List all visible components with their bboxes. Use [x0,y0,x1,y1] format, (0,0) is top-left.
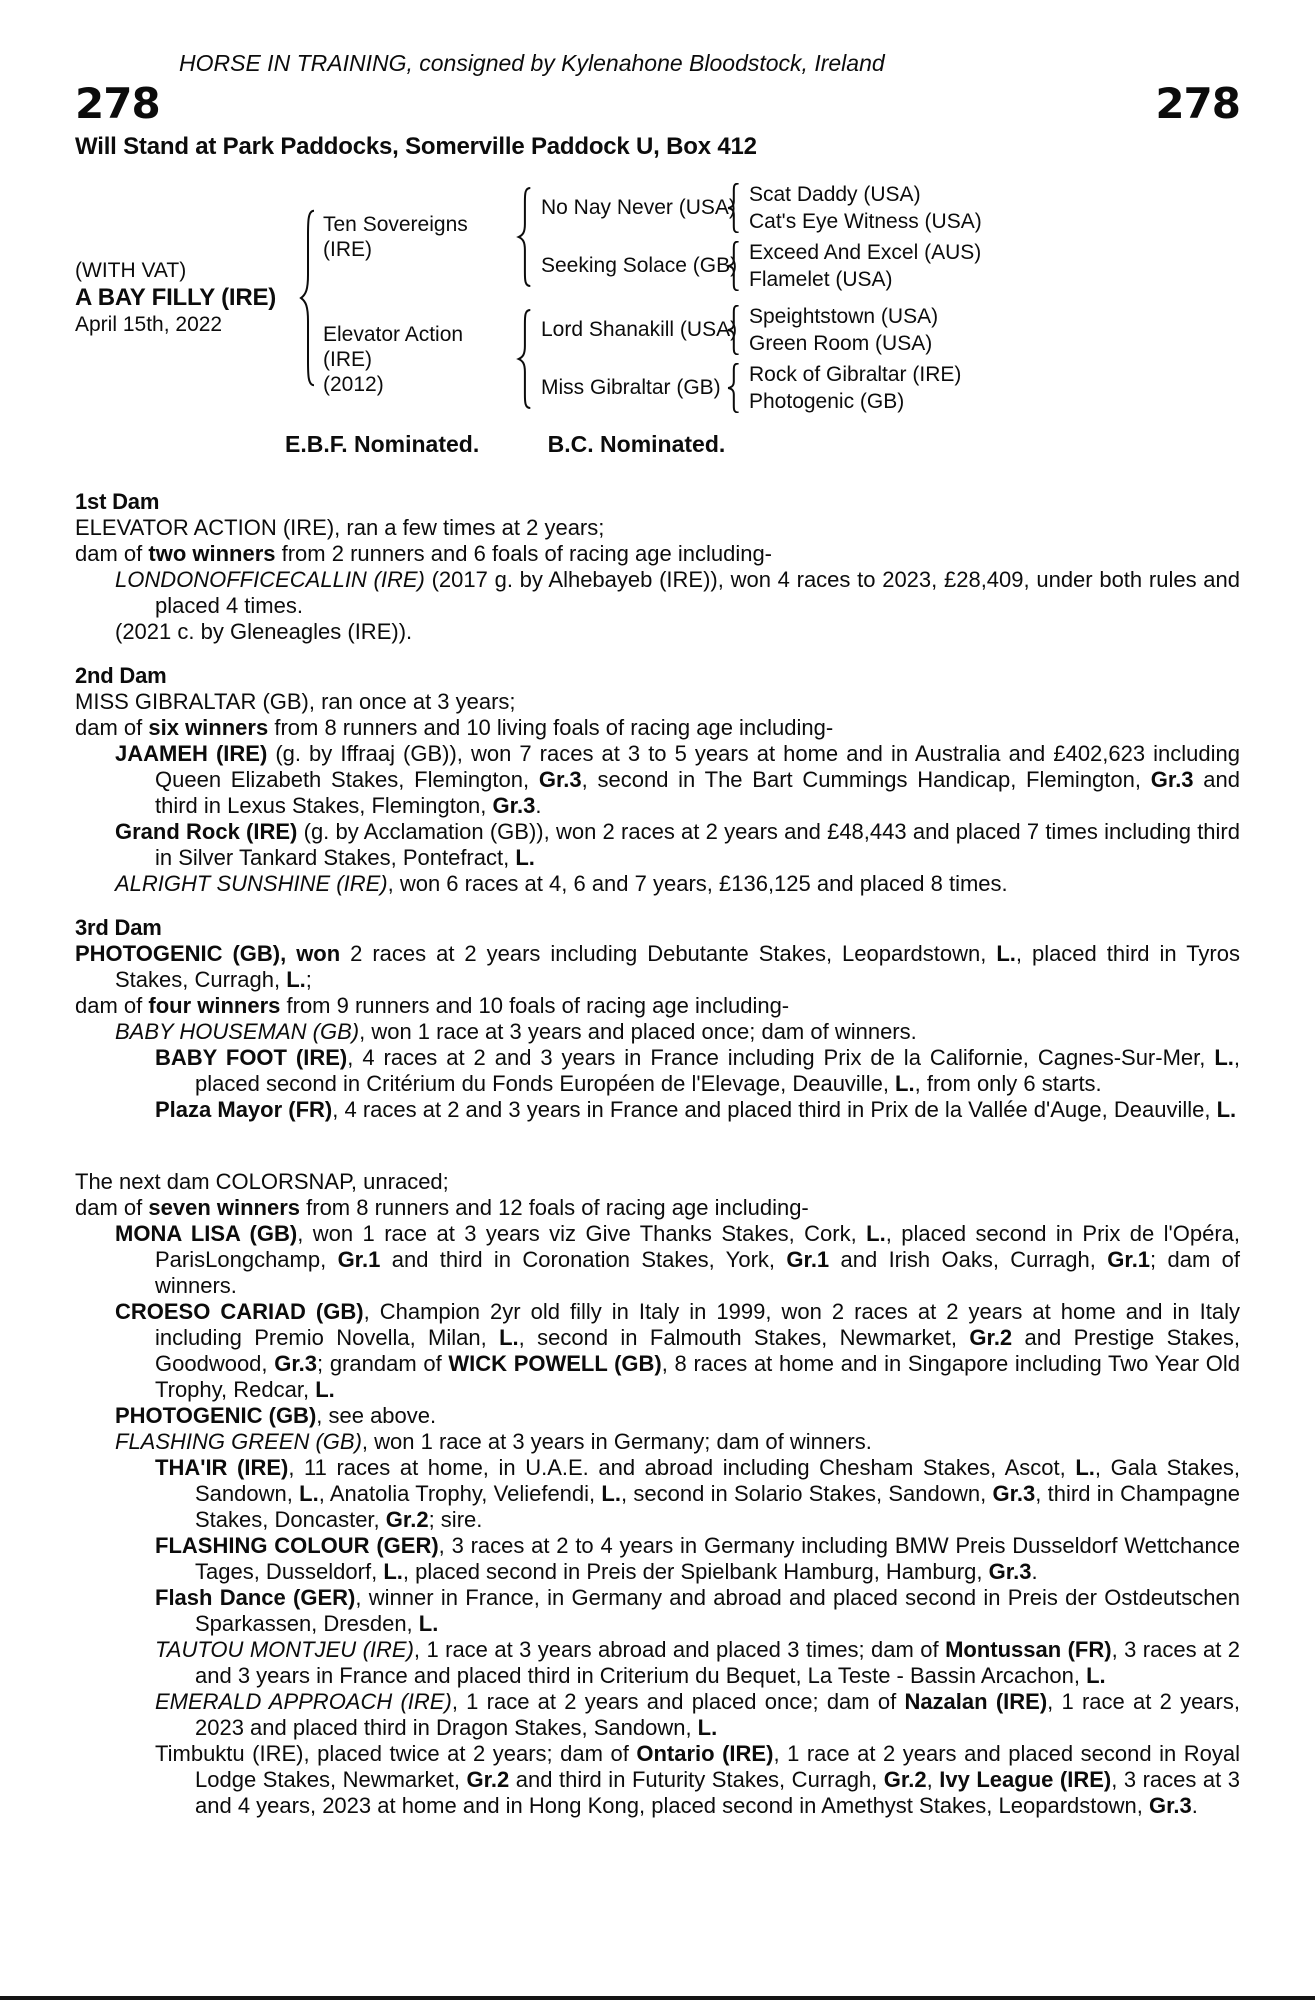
catalog-paragraph [75,715,1240,741]
dam-section [75,1169,1240,1819]
text-run: L. [601,1481,621,1506]
text-run: PHOTOGENIC (GB), won [75,941,341,966]
page-bottom-edge-line [0,1996,1315,2000]
text-run: EMERALD APPROACH (IRE) [155,1689,452,1714]
foaling-date: April 15th, 2022 [75,313,223,336]
pedigree-brace-ss [725,183,741,233]
text-run: L. [697,1715,718,1740]
text-run: six winners [148,715,269,740]
text-run: Gr.3 [538,767,582,792]
text-run: , 1 race at 2 years and placed second in Royal Lodge Stakes, Newmarket, [195,1741,1240,1792]
text-run: ; dam of winners. [155,1247,1240,1298]
text-run: L. [895,1071,915,1096]
text-run: L. [299,1481,319,1506]
text-run: L. [499,1325,519,1350]
text-run: LONDONOFFICECALLIN (IRE) [115,567,425,592]
catalog-paragraph [75,1221,1240,1299]
text-run: , second in Solario Stakes, Sandown, [620,1481,993,1506]
text-run: , 3 races at 2 and 3 years in France and placed third in Criterium du Bequet, La Teste - Bassin Arcachon, [195,1637,1241,1688]
pedigree-brace-root [297,209,317,387]
text-run: FLASHING COLOUR (GER) [155,1533,439,1558]
dam-dam-parents [741,361,961,415]
lot-number-row [75,79,1240,128]
dam-section [75,488,1240,645]
ped-ss: No Nay Never (USA) [541,196,736,219]
text-run: and third in Coronation Stakes, York, [380,1247,787,1272]
catalog-paragraph [75,1585,1240,1637]
pedigree-brace-dd [725,363,741,413]
ped-sdd: Flamelet (USA) [749,268,893,291]
text-run: Ivy League (IRE) [939,1767,1112,1792]
text-run: dam of [75,1195,149,1220]
text-run: PHOTOGENIC (GB) [115,1403,317,1428]
text-run: ELEVATOR ACTION (IRE), ran a few times at 2 years; [75,515,605,540]
text-run: , placed second in Critérium du Fonds Européen de l'Elevage, Deauville, [195,1045,1240,1096]
text-run: CROESO CARIAD (GB) [115,1299,364,1324]
text-run: The next dam COLORSNAP, unraced; [75,1169,449,1194]
text-run: JAAMEH (IRE) [115,741,268,766]
dam-year: (2012) [323,372,384,396]
ebf-nominated-label: E.B.F. Nominated. [285,431,480,457]
dam-section-heading: 1st Dam [75,489,160,514]
lot-number-right: 278 [1155,79,1240,128]
catalog-paragraph [75,1299,1240,1403]
text-run: and Prestige Stakes, Goodwood, [155,1325,1240,1376]
text-run: (g. by Iffraaj (GB)), won 7 races at 3 to 5 years at home and in Australia and £402,623 including Queen Elizabeth Stakes, Flemington, [155,741,1240,792]
text-run: BABY FOOT (IRE) [155,1045,348,1070]
text-run: , placed third in Tyros Stakes, Curragh, [115,941,1240,992]
text-run: Gr.3 [1150,767,1194,792]
text-run: , from only 6 starts. [914,1071,1102,1096]
dam-parents [533,303,961,415]
ped-dd: Miss Gibraltar (GB) [541,376,721,399]
text-run: Ontario (IRE) [636,1741,774,1766]
ped-ds: Lord Shanakill (USA) [541,318,738,341]
text-run: Gr.2 [466,1767,510,1792]
ped-ddd: Photogenic (GB) [749,390,905,413]
text-run: and third in Futurity Stakes, Curragh, [509,1767,884,1792]
text-run: dam of [75,541,149,566]
text-run: from 8 runners and 10 living foals of racing age including- [268,715,834,740]
catalog-paragraph [75,567,1240,619]
pedigree-brace-sire [515,187,533,287]
catalog-paragraph [75,619,1240,645]
catalog-paragraph [75,993,1240,1019]
catalog-paragraph [75,541,1240,567]
ped-sss: Scat Daddy (USA) [749,183,921,206]
catalog-paragraph [75,871,1240,897]
sire-sire-parents [741,181,982,235]
nominations-line [285,431,1240,458]
text-run: from 2 runners and 6 foals of racing age including- [275,541,773,566]
text-run: Gr.1 [786,1247,830,1272]
text-run: Flash Dance (GER) [155,1585,356,1610]
text-run: from 8 runners and 12 foals of racing age including- [300,1195,809,1220]
ped-dsd: Green Room (USA) [749,332,933,355]
text-run: Gr.2 [883,1767,927,1792]
catalog-paragraph [75,1169,1240,1195]
text-run: (g. by Acclamation (GB)), won 2 races at 2 years and £48,443 and placed 7 times including third in Silver Tankard Stakes, Pontefract, [155,819,1240,870]
text-run: , Champion 2yr old filly in Italy in 1999, won 2 races at 2 years at home and in Italy including Premio Novella, Milan, [155,1299,1240,1350]
dam-name: Elevator Action (IRE) [323,322,464,371]
sire-dam-branch [533,239,982,293]
text-run: Gr.3 [274,1351,318,1376]
text-run: , 1 race at 2 years, 2023 and placed third in Dragon Stakes, Sandown, [195,1689,1240,1740]
text-run: Montussan (FR) [945,1637,1112,1662]
catalog-paragraph [75,1429,1240,1455]
text-run: , Gala Stakes, Sandown, [195,1455,1241,1506]
text-run: Plaza Mayor (FR) [155,1097,333,1122]
text-run: ; [305,967,312,992]
dam-sections [75,488,1240,1819]
sire-dam-parents [741,239,981,293]
text-run: MONA LISA (GB) [115,1221,298,1246]
ped-sd: Seeking Solace (GB) [541,254,738,277]
text-run: . [1031,1559,1038,1584]
catalog-paragraph [75,1403,1240,1429]
text-run: , placed second in Prix de l'Opéra, ParisLongchamp, [155,1221,1241,1272]
pedigree-table [75,181,1240,415]
text-run: , 8 races at home and in Singapore including Two Year Old Trophy, Redcar, [155,1351,1240,1402]
text-run: seven winners [148,1195,301,1220]
text-run: and Irish Oaks, Curragh, [829,1247,1108,1272]
text-run: , won 1 race at 3 years in Germany; dam of winners. [361,1429,872,1454]
text-run: FLASHING GREEN (GB) [115,1429,362,1454]
text-run: , 4 races at 2 and 3 years in France including Prix de la Californie, Cagnes-Sur-Mer, [347,1045,1215,1070]
catalog-paragraph [75,1455,1240,1533]
horse-details [75,258,297,338]
text-run: 2 races at 2 years including Debutante Stakes, Leopardstown, [340,941,997,966]
text-run: WICK POWELL (GB) [448,1351,662,1376]
text-run: Gr.3 [992,1481,1036,1506]
text-run: . [535,793,542,818]
text-run: , second in The Bart Cummings Handicap, Flemington, [581,767,1151,792]
text-run: L. [383,1559,403,1584]
ped-s: Ten Sovereigns (IRE) [323,213,468,261]
text-run: , won 6 races at 4, 6 and 7 years, £136,125 and placed 8 times. [387,871,1008,896]
bc-nominated-label: B.C. Nominated. [547,431,726,457]
text-run: Gr.2 [969,1325,1013,1350]
catalog-paragraph [75,1195,1240,1221]
text-run: L. [996,941,1016,966]
dam-sire-parents [741,303,938,357]
text-run: L. [866,1221,886,1246]
text-run: Timbuktu (IRE), placed twice at 2 years; dam of [155,1741,637,1766]
text-run: (2021 c. by Gleneagles (IRE)). [115,619,413,644]
text-run: , 4 races at 2 and 3 years in France and placed third in Prix de la Vallée d'Auge, Deauville, [332,1097,1217,1122]
text-run: , won 1 race at 3 years and placed once; dam of winners. [359,1019,917,1044]
text-run: Grand Rock (IRE) [115,819,298,844]
text-run: Gr.2 [385,1507,429,1532]
dam-dam-branch [533,361,961,415]
pedigree-brace-dam [515,309,533,409]
sire-sire-branch [533,181,982,235]
pedigree-brace-sd [725,241,741,291]
text-run: Gr.1 [337,1247,381,1272]
catalog-paragraph [75,941,1240,993]
text-run: ; sire. [428,1507,483,1532]
sire-parents [533,181,982,293]
horse-name: A BAY FILLY (IRE) [75,284,277,311]
dam-section-heading: 3rd Dam [75,915,162,940]
text-run: L. [1086,1663,1106,1688]
catalog-paragraph [75,819,1240,871]
dam-section [75,662,1240,897]
ped-ssd: Cat's Eye Witness (USA) [749,210,982,233]
text-run: L. [1214,1045,1234,1070]
text-run: . [1191,1793,1198,1818]
text-run: , 11 races at home, in U.A.E. and abroad including Chesham Stakes, Ascot, [288,1455,1076,1480]
catalog-paragraph [75,515,1240,541]
text-run: ALRIGHT SUNSHINE (IRE) [115,871,388,896]
text-run: , Anatolia Trophy, Veliefendi, [318,1481,602,1506]
text-run: Gr.3 [492,793,536,818]
text-run: , 1 race at 2 years and placed once; dam of [451,1689,905,1714]
catalog-paragraph [75,1045,1240,1097]
text-run: , won 1 race at 3 years viz Give Thanks Stakes, Cork, [297,1221,867,1246]
catalog-paragraph [75,1689,1240,1741]
text-run: , [926,1767,940,1792]
text-run: Gr.3 [1148,1793,1192,1818]
text-run: BABY HOUSEMAN (GB) [115,1019,360,1044]
dam-section [75,914,1240,1123]
dam-branch [317,303,982,415]
text-run: , winner in France, in Germany and abroad and placed second in Preis der Ostdeutschen Sparkassen, Dresden, [195,1585,1240,1636]
text-run: L. [286,967,306,992]
ped-dds: Rock of Gibraltar (IRE) [749,363,962,386]
lot-number-left: 278 [75,79,160,128]
text-run: TAUTOU MONTJEU (IRE) [155,1637,414,1662]
text-run: dam of [75,993,149,1018]
text-run: (2017 g. by Alhebayeb (IRE)), won 4 races to 2023, £28,409, under both rules and placed 4 times. [155,567,1240,618]
ped-sds: Exceed And Excel (AUS) [749,241,982,264]
dam-sire-branch [533,303,961,357]
catalog-paragraph [75,1097,1240,1123]
dam-section-heading: 2nd Dam [75,663,167,688]
ped-dss: Speightstown (USA) [749,305,939,328]
sire-branch [317,181,982,293]
catalog-paragraph [75,1741,1240,1819]
text-run: ; grandam of [317,1351,449,1376]
catalog-paragraph [75,741,1240,819]
text-run: Gr.3 [988,1559,1032,1584]
text-run: two winners [148,541,276,566]
catalog-paragraph [75,1533,1240,1585]
catalog-paragraph [75,1019,1240,1045]
catalog-paragraph [75,1637,1240,1689]
text-run: MISS GIBRALTAR (GB), ran once at 3 years; [75,689,516,714]
text-run: L. [515,845,535,870]
pedigree-brace-ds [725,305,741,355]
text-run: L. [1216,1097,1237,1122]
text-run: Nazalan (IRE) [904,1689,1048,1714]
text-run: , 1 race at 3 years abroad and placed 3 times; dam of [413,1637,946,1662]
text-run: , third in Champagne Stakes, Doncaster, [195,1481,1240,1532]
text-run: THA'IR (IRE) [155,1455,289,1480]
text-run: L. [315,1377,335,1402]
text-run: and third in Lexus Stakes, Flemington, [155,767,1240,818]
text-run: , see above. [316,1403,437,1428]
stand-location-line: Will Stand at Park Paddocks, Somerville Paddock U, Box 412 [75,133,757,160]
text-run: four winners [148,993,281,1018]
text-run: , 3 races at 3 and 4 years, 2023 at home and in Hong Kong, placed second in Amethyst Stakes, Leopardstown, [195,1767,1240,1818]
text-run: from 9 runners and 10 foals of racing age including- [280,993,790,1018]
ped-d [317,322,515,397]
text-run: , second in Falmouth Stakes, Newmarket, [518,1325,970,1350]
text-run: , placed second in Preis der Spielbank Hamburg, Hamburg, [402,1559,989,1584]
catalog-paragraph [75,689,1240,715]
consignor-line: HORSE IN TRAINING, consigned by Kylenahone Bloodstock, Ireland [179,50,885,76]
text-run: Gr.1 [1107,1247,1151,1272]
pedigree-generation-1 [317,181,982,415]
vat-note: (WITH VAT) [75,259,187,282]
text-run: L. [1075,1455,1095,1480]
text-run: dam of [75,715,149,740]
text-run: L. [418,1611,439,1636]
text-run: , 3 races at 2 to 4 years in Germany including BMW Preis Dusseldorf Wettchance Tages, Dusseldorf, [195,1533,1240,1584]
